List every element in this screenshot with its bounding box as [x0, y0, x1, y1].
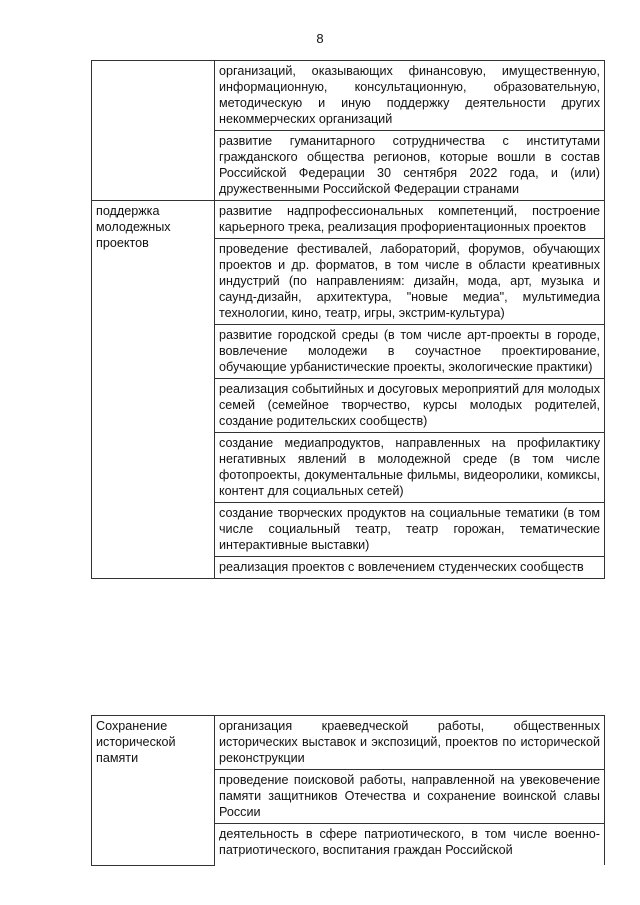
activity-cell: проведение фестивалей, лабораторий, форумов, обучающих проектов и др. форматов, в том числе в области креативных индустрий (по направлениям: дизайн, мода, арт, музыка и саунд-дизайн, архитектура, "новые медиа", мультимедиа технологии, кино, театр, игры, экстрим-культура)	[215, 239, 605, 325]
program-areas-table-1	[91, 60, 605, 579]
activity-cell: проведение поисковой работы, направленной на увековечение памяти защитников Отечества и сохранение воинской славы России	[215, 770, 605, 824]
activity-text-truncated: деятельность в сфере патриотического, в том числе военно-патриотического, воспитания граждан Российской	[219, 827, 600, 857]
activity-cell	[215, 824, 605, 866]
activity-cell: реализация событийных и досуговых мероприятий для молодых семей (семейное творчество, курсы молодых родителей, создание родительских сообществ)	[215, 379, 605, 433]
category-cell	[92, 61, 215, 201]
category-cell: Сохранение исторической памяти	[92, 716, 215, 866]
activity-cell: организаций, оказывающих финансовую, имущественную, информационную, консультационную, образовательную, методическую и иную поддержку деятельности других некоммерческих организаций	[215, 61, 605, 131]
activity-cell: создание медиапродуктов, направленных на профилактику негативных явлений в молодежной среде (в том числе фотопроекты, документальные фильмы, видеоролики, комиксы, контент для социальных сетей)	[215, 433, 605, 503]
table-row	[92, 61, 605, 131]
table-row	[92, 201, 605, 239]
activity-cell: развитие гуманитарного сотрудничества с институтами гражданского общества регионов, которые вошли в состав Российской Федерации 30 сентября 2022 года, и (или) дружественными Российской Федерации странами	[215, 131, 605, 201]
activity-cell: реализация проектов с вовлечением студенческих сообществ	[215, 557, 605, 579]
program-areas-table-2	[91, 715, 605, 866]
activity-cell: развитие городской среды (в том числе арт-проекты в городе, вовлечение молодежи в соучастное проектирование, обучающие урбанистические проекты, экологические практики)	[215, 325, 605, 379]
activity-cell: создание творческих продуктов на социальные тематики (в том числе социальный театр, театр горожан, тематические интерактивные выставки)	[215, 503, 605, 557]
table-row	[92, 716, 605, 770]
activity-cell: развитие надпрофессиональных компетенций, построение карьерного трека, реализация профориентационных проектов	[215, 201, 605, 239]
category-cell: поддержка молодежных проектов	[92, 201, 215, 579]
activity-cell: организация краеведческой работы, общественных исторических выставок и экспозиций, проектов по исторической реконструкции	[215, 716, 605, 770]
page-number: 8	[316, 31, 324, 46]
